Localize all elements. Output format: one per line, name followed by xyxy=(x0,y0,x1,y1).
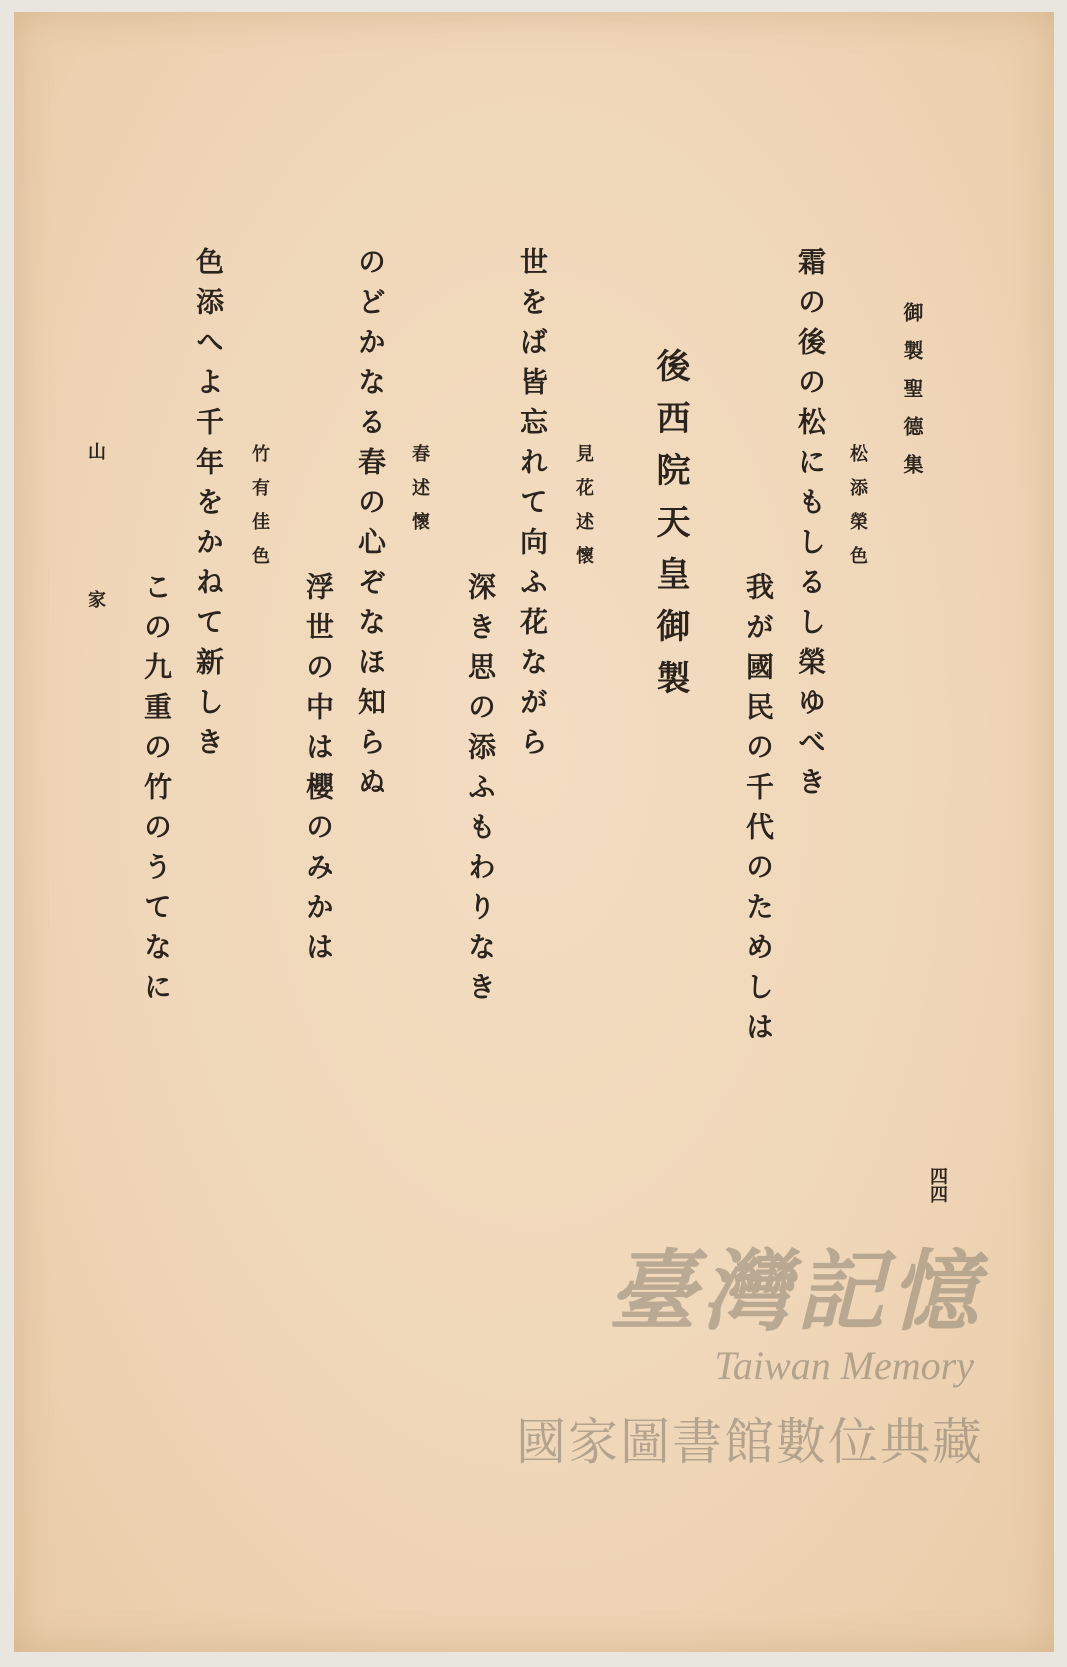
watermark-logo xyxy=(484,1202,1014,1582)
poem-1-line-1: 霜の後の松にもしるし榮ゆべき xyxy=(794,247,827,807)
poem-title-5: 山家 xyxy=(85,442,106,738)
poem-2-line-1: 世をば皆忘れて向ふ花ながら xyxy=(516,247,549,767)
page-number: 四四 xyxy=(927,1167,948,1203)
poem-3-line-2: 浮世の中は櫻のみかは xyxy=(302,572,335,972)
poem-2-line-2: 深き思の添ふもわりなき xyxy=(464,572,497,1012)
running-header: 御製聖德集 xyxy=(900,302,924,492)
watermark-calligraphy: 臺灣記憶 xyxy=(607,1239,984,1343)
poem-3-line-1: のどかなる春の心ぞなほ知らぬ xyxy=(354,247,387,807)
watermark-english-text: Taiwan Memory xyxy=(714,1343,974,1388)
watermark-chinese-text: 國家圖書館數位典藏 xyxy=(516,1413,984,1471)
poem-title-2: 見花述懷 xyxy=(573,444,594,580)
author-heading: 後西院天皇御製 xyxy=(650,348,690,712)
poem-4-line-2: この九重の竹のうてなに xyxy=(140,572,173,1012)
poem-4-line-1: 色添へよ千年をかねて新しき xyxy=(192,247,225,767)
poem-title-4: 竹有佳色 xyxy=(249,444,270,580)
book-page xyxy=(14,12,1054,1652)
poem-1-line-2: 我が國民の千代のためしは xyxy=(742,572,775,1052)
poem-title-3: 春述懷 xyxy=(409,444,430,546)
poem-title-1: 松添榮色 xyxy=(847,444,868,580)
